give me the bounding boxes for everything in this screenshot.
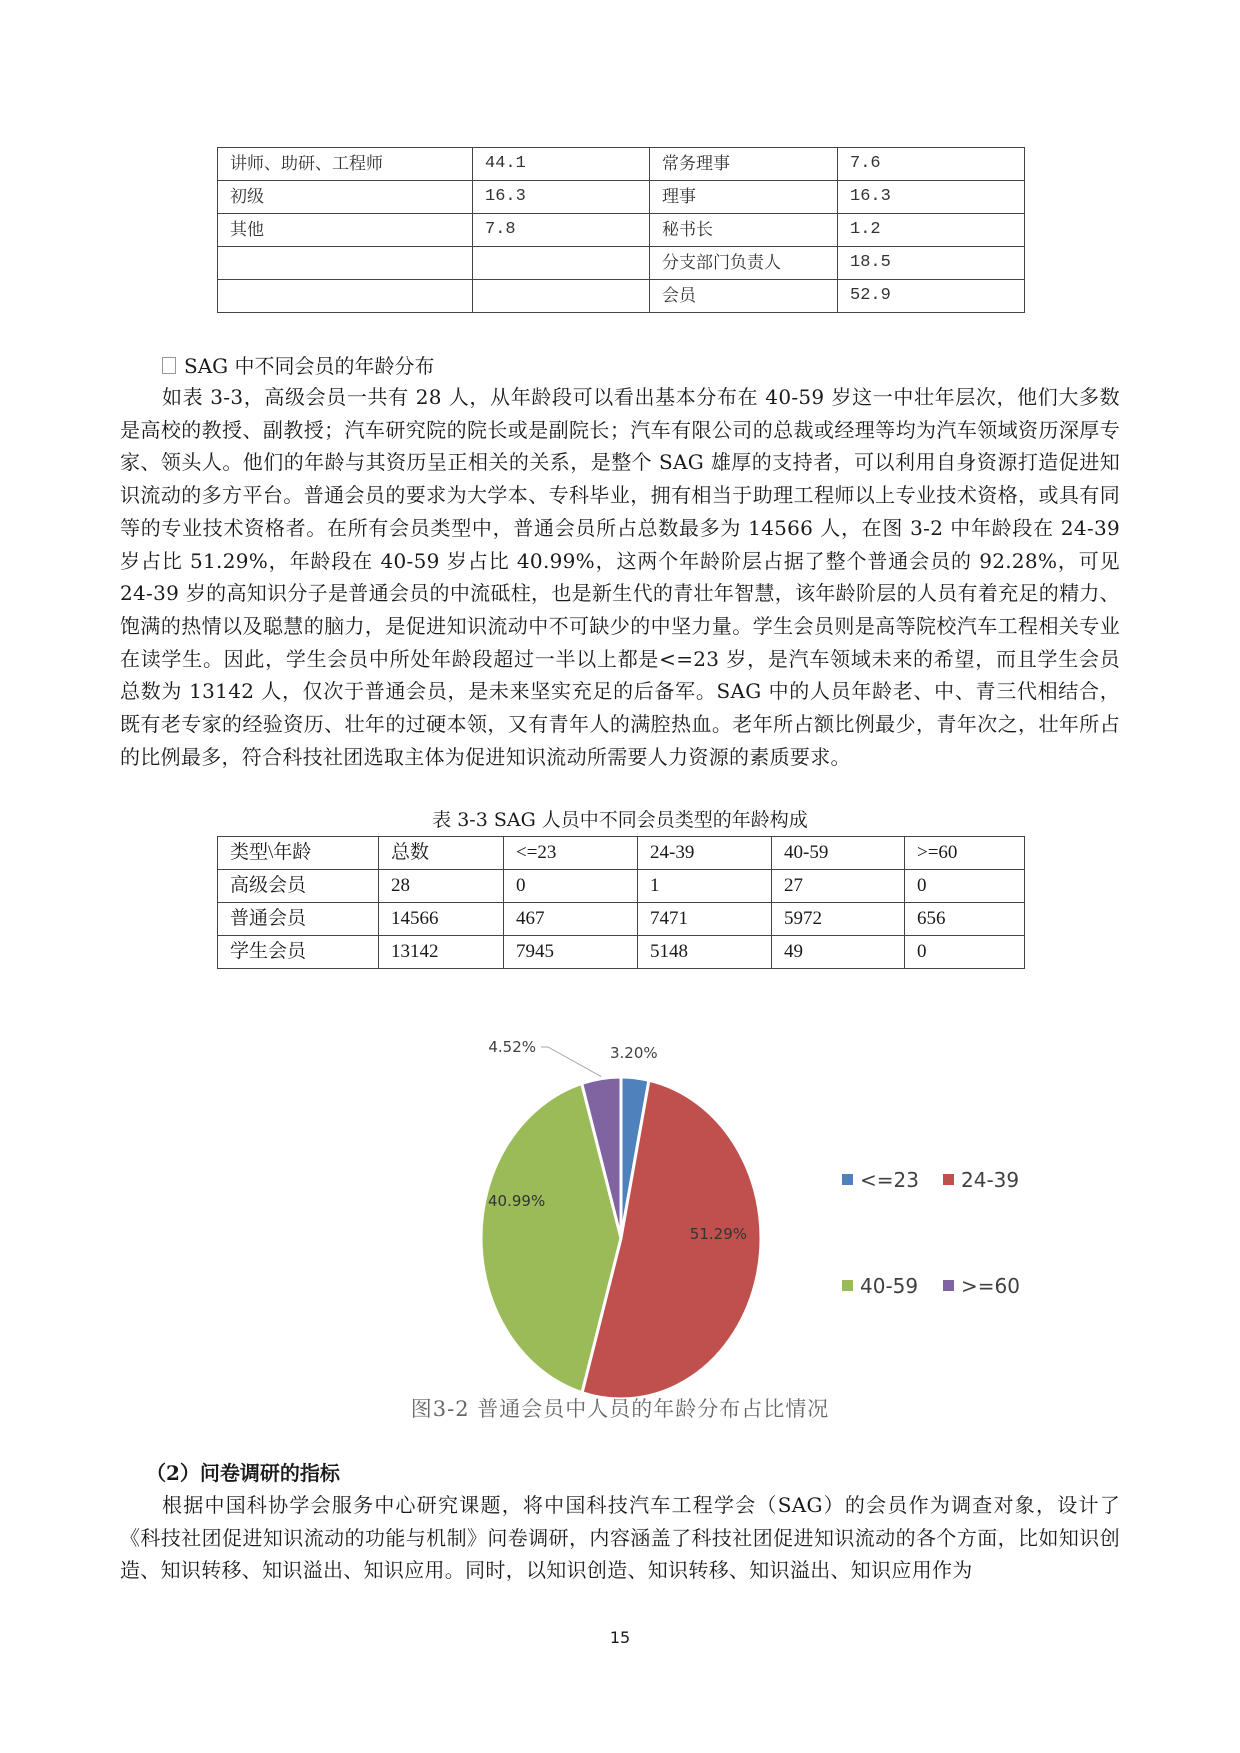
table-row: [218, 214, 1025, 247]
table-row: [218, 936, 1025, 969]
legend-swatch: [842, 1174, 853, 1185]
legend-swatch: [842, 1280, 853, 1291]
table-cell: 656: [905, 903, 1025, 936]
table-cell: 初级: [218, 181, 473, 214]
table-row: [218, 870, 1025, 903]
legend-label: >=60: [961, 1274, 1020, 1298]
table-cell: 0: [905, 936, 1025, 969]
table-row: [218, 181, 1025, 214]
table-row: [218, 280, 1025, 313]
table-cell: [218, 280, 473, 313]
legend-item: [842, 1168, 919, 1192]
table-cell: 学生会员: [218, 936, 379, 969]
table-cell: 1: [638, 870, 772, 903]
table-row: [218, 247, 1025, 280]
legend-label: 40-59: [860, 1274, 919, 1298]
table-cell: 7.8: [473, 214, 650, 247]
legend-swatch: [943, 1280, 954, 1291]
table-cell: 0: [905, 870, 1025, 903]
table-cell: 27: [772, 870, 905, 903]
table-cell: 49: [772, 936, 905, 969]
table-cell: [218, 247, 473, 280]
table-cell: 7471: [638, 903, 772, 936]
column-header: 24-39: [638, 837, 772, 870]
table-cell: [473, 247, 650, 280]
leader-line: [541, 1047, 601, 1077]
table-cell: 5148: [638, 936, 772, 969]
legend-label: <=23: [860, 1168, 919, 1192]
age-composition-table: [217, 836, 1025, 969]
pie-data-label: 40.99%: [488, 1192, 546, 1210]
table-cell: 44.1: [473, 148, 650, 181]
legend-item: [842, 1274, 918, 1298]
column-header: >=60: [905, 837, 1025, 870]
table-cell: 18.5: [838, 247, 1025, 280]
column-header: 总数: [379, 837, 504, 870]
table-cell: 讲师、助研、工程师: [218, 148, 473, 181]
column-header: 40-59: [772, 837, 905, 870]
bullet-box-icon: [162, 357, 176, 374]
table-cell: 普通会员: [218, 903, 379, 936]
legend-item: [943, 1168, 1019, 1192]
table-cell: 13142: [379, 936, 504, 969]
table-caption: 表 3-3 SAG 人员中不同会员类型的年龄构成: [432, 809, 808, 831]
rank-distribution-table: [217, 147, 1025, 313]
table-cell: 14566: [379, 903, 504, 936]
table-cell: 0: [504, 870, 638, 903]
pie-data-label: 4.52%: [488, 1038, 536, 1056]
pie-legend: [842, 1168, 1020, 1298]
table-cell: 7.6: [838, 148, 1025, 181]
table-cell: 1.2: [838, 214, 1025, 247]
table-cell: 52.9: [838, 280, 1025, 313]
legend-swatch: [943, 1174, 954, 1185]
page-number: 15: [609, 1628, 631, 1647]
table-cell: 会员: [650, 280, 838, 313]
section-title-text: SAG 中不同会员的年龄分布: [184, 354, 435, 378]
table-cell: 7945: [504, 936, 638, 969]
legend-label: 24-39: [961, 1168, 1020, 1192]
table-cell: 秘书长: [650, 214, 838, 247]
table-cell: [473, 280, 650, 313]
table-row: [218, 903, 1025, 936]
table-cell: 常务理事: [650, 148, 838, 181]
age-pie-chart: [0, 1030, 1240, 1400]
pie-data-label: 3.20%: [610, 1044, 658, 1062]
table-cell: 其他: [218, 214, 473, 247]
table-cell: 28: [379, 870, 504, 903]
table-cell: 16.3: [473, 181, 650, 214]
table-cell: 高级会员: [218, 870, 379, 903]
table-cell: 理事: [650, 181, 838, 214]
table-header-row: [218, 837, 1025, 870]
table-cell: 16.3: [838, 181, 1025, 214]
column-header: <=23: [504, 837, 638, 870]
table-cell: 5972: [772, 903, 905, 936]
subsection-heading: （2）问卷调研的指标: [146, 1461, 340, 1485]
column-header: 类型\年龄: [218, 837, 379, 870]
survey-paragraph: 根据中国科协学会服务中心研究课题，将中国科技汽车工程学会（SAG）的会员作为调查对象，设计了《科技社团促进知识流动的功能与机制》问卷调研，内容涵盖了科技社团促进知识流动的各个方面，比如知识创造、知识转移、知识溢出、知识应用。同时，以知识创造、知识转移、知识溢出、知识应用作为: [120, 1493, 1120, 1583]
figure-caption: 图3-2 普通会员中人员的年龄分布占比情况: [410, 1397, 830, 1421]
legend-item: [943, 1274, 1020, 1298]
table-cell: 分支部门负责人: [650, 247, 838, 280]
table-cell: 467: [504, 903, 638, 936]
section-title: [162, 350, 434, 382]
pie-data-label: 51.29%: [689, 1225, 747, 1243]
table-row: [218, 148, 1025, 181]
age-distribution-paragraph: 如表 3-3，高级会员一共有 28 人，从年龄段可以看出基本分布在 40-59 岁这一中壮年层次，他们大多数是高校的教授、副教授；汽车研究院的院长或是副院长；汽车有限公司的总裁或经理等均为汽车领域资历深厚专家、领头人。他们的年龄与其资历呈正相关的关系，是整个 SAG 雄厚的支持者，可以利用自身资源打造促进知识流动的多方平台。普通会员的要求为大学本、专科毕业，拥有相当于助理工程师以上专业技术资格，或具有同等的专业技术资格者。在所有会员类型中，普通会员所占总数最多为 14566 人，在图 3-2 中年龄段在 24-39 岁占比 51.29%，年龄段在 40-59 岁占比 40.99%，这两个年龄阶层占据了整个普通会员的 92.28%，可见 24-39 岁的高知识分子是普通会员的中流砥柱，也是新生代的青壮年智慧，该年龄阶层的人员有着充足的精力、饱满的热情以及聪慧的脑力，是促进知识流动中不可缺少的中坚力量。学生会员则是高等院校汽车工程相关专业在读学生。因此，学生会员中所处年龄段超过一半以上都是<=23 岁，是汽车领域未来的希望，而且学生会员总数为 13142 人，仅次于普通会员，是未来坚实充足的后备军。SAG 中的人员年龄老、中、青三代相结合，既有老专家的经验资历、壮年的过硬本领，又有青年人的满腔热血。老年所占额比例最少，青年次之，壮年所占的比例最多，符合科技社团选取主体为促进知识流动所需要人力资源的素质要求。: [120, 385, 1120, 769]
